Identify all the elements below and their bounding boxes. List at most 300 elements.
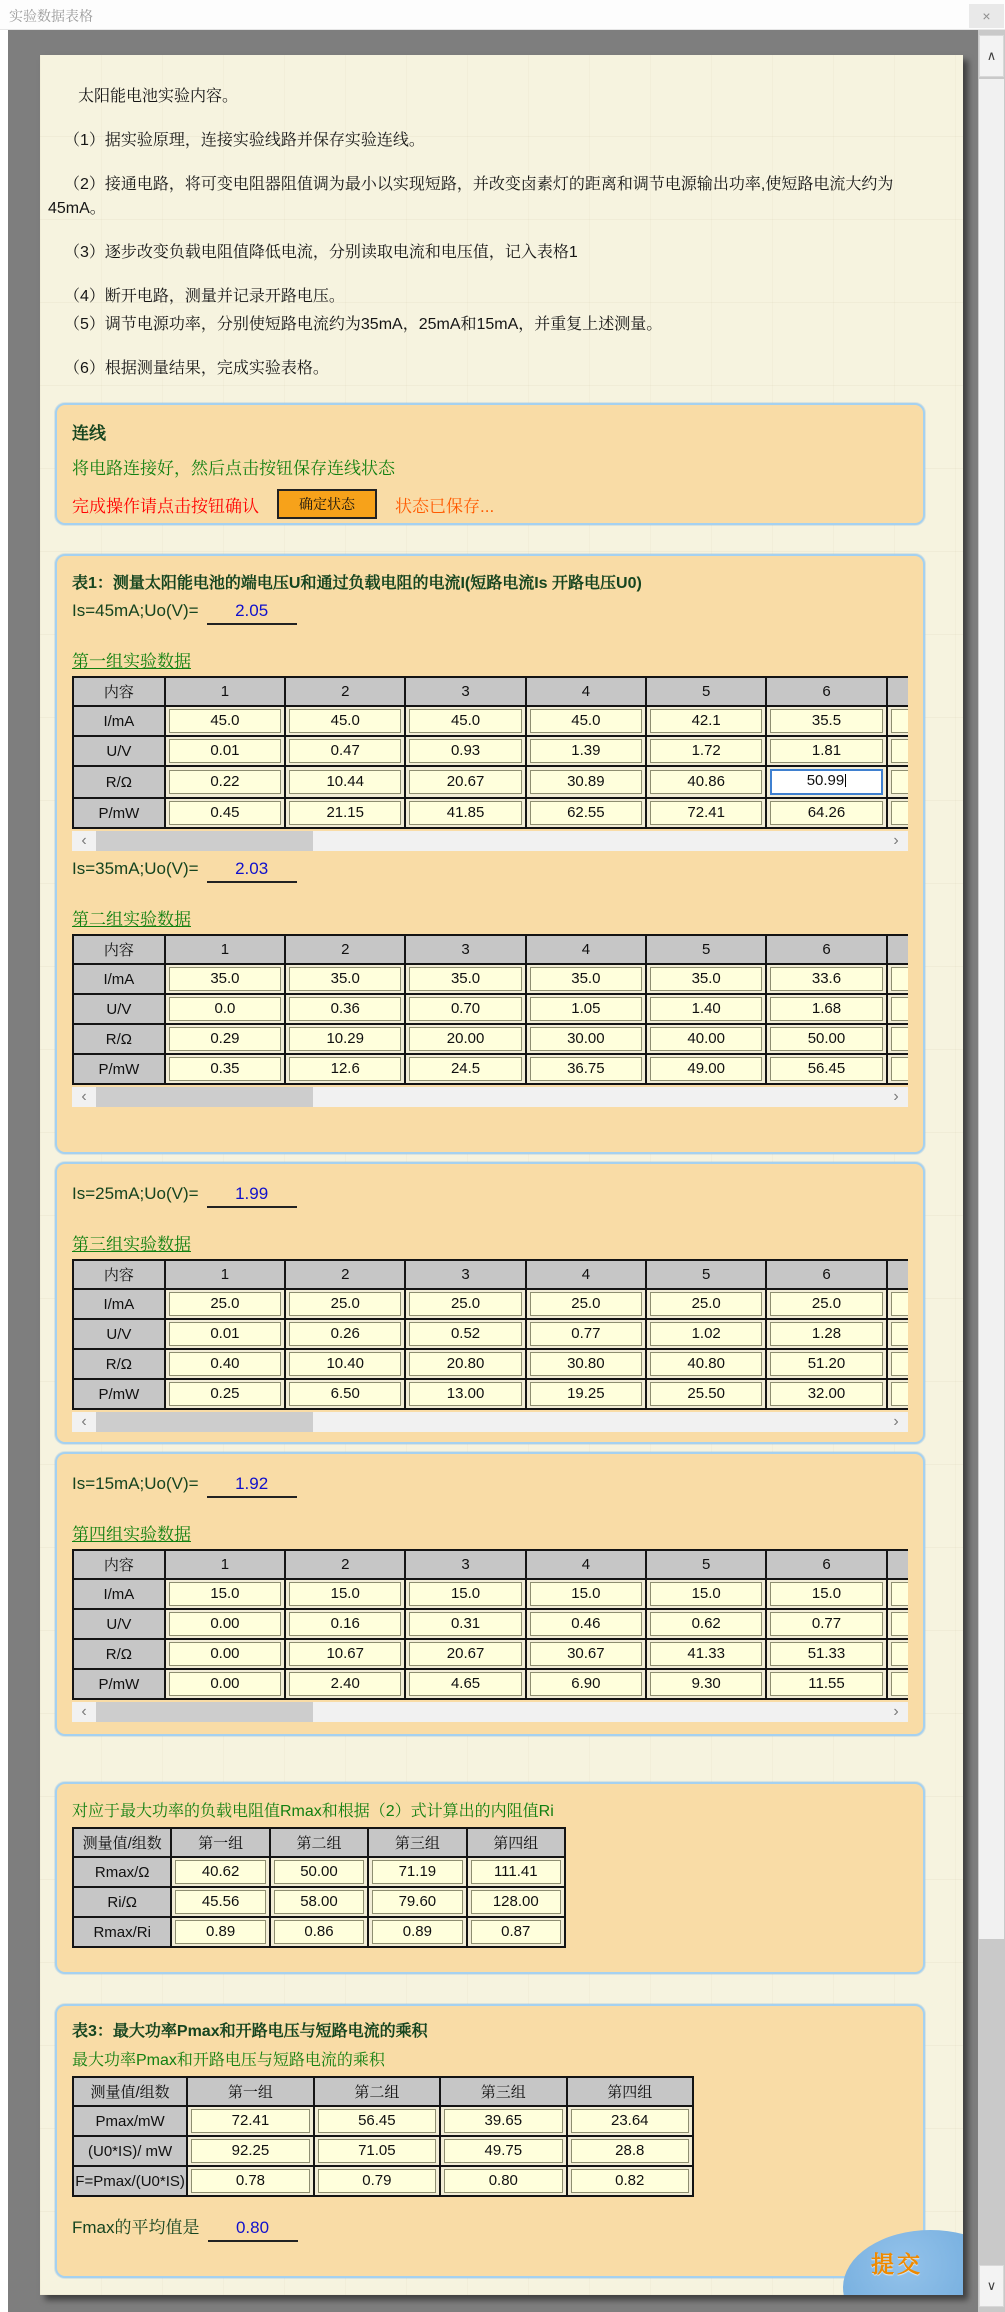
- group2-data-row: [73, 1054, 908, 1084]
- h-scroll-thumb[interactable]: [96, 1087, 313, 1107]
- table3-header-row: [73, 2077, 693, 2106]
- group1-column-header: 5: [646, 677, 766, 706]
- group3-row-label: R/Ω: [73, 1349, 165, 1379]
- group2-column-header: 1: [165, 935, 285, 964]
- group2-cell-input[interactable]: 0.35: [169, 1057, 281, 1081]
- table3-row-label: Pmax/mW: [73, 2106, 187, 2136]
- uo-value-input[interactable]: 1.92: [207, 1474, 297, 1498]
- scroll-left-icon[interactable]: ‹: [81, 1413, 87, 1431]
- group1-cell-input[interactable]: 0.45: [169, 801, 281, 825]
- rmax-header-row: [73, 1828, 565, 1857]
- group4-cell-input[interactable]: 4.65: [409, 1672, 521, 1696]
- group1-cell-input-cut[interactable]: [891, 739, 908, 763]
- group1-cell-input[interactable]: 1.72: [650, 739, 762, 763]
- table3-cell-input[interactable]: 92.25: [191, 2139, 309, 2163]
- group2-cell-input[interactable]: 40.00: [650, 1027, 762, 1051]
- group2-cell-input[interactable]: 33.6: [770, 967, 882, 991]
- group4-row-label: I/mA: [73, 1579, 165, 1609]
- intro-step-3: （3）逐步改变负载电阻值降低电流，分别读取电流和电压值，记入表格1: [64, 244, 578, 262]
- group1-cell-input-cut[interactable]: [891, 770, 908, 794]
- group1-column-header: 1: [165, 677, 285, 706]
- is-uo-label: Is=35mA;Uo(V)=: [72, 859, 199, 879]
- table3-cell-input[interactable]: 23.64: [571, 2109, 689, 2133]
- group2-table: [72, 934, 908, 1085]
- group3-cell-input[interactable]: 19.25: [530, 1382, 642, 1406]
- group2-row-label: I/mA: [73, 964, 165, 994]
- group2-cell-input[interactable]: 0.29: [169, 1027, 281, 1051]
- group2-cell-input[interactable]: 35.0: [530, 967, 642, 991]
- group1-row-label: R/Ω: [73, 766, 165, 798]
- table3-data-row: [73, 2166, 693, 2196]
- group-4-section: [72, 1474, 908, 1722]
- rmax-column-header: 第三组: [368, 1828, 466, 1857]
- table3-table: [72, 2076, 694, 2197]
- text-cursor: [845, 774, 846, 787]
- group3-header-row: [73, 1260, 908, 1289]
- group4-cell-input[interactable]: 0.16: [289, 1612, 401, 1636]
- is-uo-label: Is=15mA;Uo(V)=: [72, 1474, 199, 1494]
- group3-column-header: 6: [766, 1260, 886, 1289]
- window-frame: [8, 30, 978, 2312]
- saved-status-text: 状态已保存...: [395, 496, 495, 516]
- group2-cell-input[interactable]: 20.00: [409, 1027, 521, 1051]
- table3-column-header: 第三组: [440, 2077, 566, 2106]
- table3-cell-input[interactable]: 0.80: [444, 2169, 562, 2193]
- title-bar: [0, 0, 1005, 30]
- scroll-left-icon[interactable]: ‹: [81, 1703, 87, 1721]
- group4-cell-input[interactable]: 41.33: [650, 1642, 762, 1666]
- group3-data-row: [73, 1349, 908, 1379]
- scroll-left-icon[interactable]: ‹: [81, 832, 87, 850]
- group2-cell-input[interactable]: 10.29: [289, 1027, 401, 1051]
- window-vertical-scrollbar[interactable]: [978, 30, 1005, 2312]
- group1-header-row: [73, 677, 908, 706]
- rmax-table: [72, 1827, 566, 1948]
- scroll-down-icon[interactable]: ∨: [979, 2265, 1004, 2307]
- group3-cell-input-cut[interactable]: [891, 1382, 908, 1406]
- rmax-column-header: 第四组: [467, 1828, 565, 1857]
- group1-cell-input[interactable]: 45.0: [530, 709, 642, 733]
- group3-column-header: 4: [526, 1260, 646, 1289]
- group1-cell-input[interactable]: 45.0: [289, 709, 401, 733]
- group1-cell-input[interactable]: 21.15: [289, 801, 401, 825]
- fmax-line: [72, 2213, 908, 2242]
- group2-cell-input[interactable]: 24.5: [409, 1057, 521, 1081]
- rmax-cell-input[interactable]: 0.89: [175, 1920, 265, 1944]
- table3-column-header: 第四组: [567, 2077, 693, 2106]
- group4-cell-input[interactable]: 15.0: [530, 1582, 642, 1606]
- group4-cell-input[interactable]: 9.30: [650, 1672, 762, 1696]
- group3-cell-input[interactable]: 13.00: [409, 1382, 521, 1406]
- group3-cell-input[interactable]: 30.80: [530, 1352, 642, 1376]
- fmax-label: Fmax的平均值是: [72, 2218, 200, 2238]
- group-2-section: [72, 859, 908, 1107]
- group1-row-label: P/mW: [73, 798, 165, 828]
- uo-line: [72, 1184, 908, 1208]
- scroll-right-icon[interactable]: ›: [893, 832, 899, 850]
- group2-cell-input[interactable]: 35.0: [289, 967, 401, 991]
- group2-cell-input-cut[interactable]: [891, 967, 908, 991]
- group1-column-header: 3: [405, 677, 525, 706]
- table3-cell-input[interactable]: 0.78: [191, 2169, 309, 2193]
- group4-cell-input[interactable]: 51.33: [770, 1642, 882, 1666]
- h-scroll-thumb[interactable]: [96, 1412, 313, 1432]
- group1-cell-input[interactable]: 45.0: [169, 709, 281, 733]
- group1-column-header: 内容: [73, 677, 165, 706]
- group4-cell-input[interactable]: 0.62: [650, 1612, 762, 1636]
- rmax-cell-input[interactable]: 0.86: [274, 1920, 364, 1944]
- group-4-panel: [55, 1452, 925, 1736]
- group3-column-header: 内容: [73, 1260, 165, 1289]
- close-icon[interactable]: ×: [969, 4, 1004, 28]
- table3-table-wrap: [72, 2076, 908, 2197]
- group-data-title: 第二组实验数据: [72, 910, 191, 930]
- table3-cell-input[interactable]: 39.65: [444, 2109, 562, 2133]
- rmax-column-header: 测量值/组数: [73, 1828, 171, 1857]
- rmax-cell-input[interactable]: 128.00: [471, 1890, 561, 1914]
- table3-cell-input[interactable]: 0.82: [571, 2169, 689, 2193]
- group4-cell-input[interactable]: 15.0: [169, 1582, 281, 1606]
- scroll-up-icon[interactable]: ∧: [979, 35, 1004, 77]
- group1-column-header-cut: [887, 677, 908, 706]
- group3-cell-input[interactable]: 25.0: [289, 1292, 401, 1316]
- rmax-cell-input[interactable]: 0.89: [372, 1920, 462, 1944]
- group4-cell-input[interactable]: 11.55: [770, 1672, 882, 1696]
- group4-column-header: 内容: [73, 1550, 165, 1579]
- table3-panel: [55, 2004, 925, 2278]
- group2-column-header: 6: [766, 935, 886, 964]
- group4-table: [72, 1549, 908, 1700]
- group4-cell-input[interactable]: 2.40: [289, 1672, 401, 1696]
- group2-column-header: 3: [405, 935, 525, 964]
- group2-cell-input-cut[interactable]: [891, 1057, 908, 1081]
- group2-cell-input[interactable]: 30.00: [530, 1027, 642, 1051]
- group4-data-row: [73, 1639, 908, 1669]
- rmax-row-label: Ri/Ω: [73, 1887, 171, 1917]
- group3-column-header: 3: [405, 1260, 525, 1289]
- rmax-panel: [55, 1782, 925, 1974]
- group-3-section: [72, 1184, 908, 1432]
- is-uo-label: Is=25mA;Uo(V)=: [72, 1184, 199, 1204]
- scroll-right-icon[interactable]: ›: [893, 1703, 899, 1721]
- group1-cell-input[interactable]: 40.86: [650, 770, 762, 794]
- group4-cell-input[interactable]: 15.0: [770, 1582, 882, 1606]
- rmax-cell-input[interactable]: 0.87: [471, 1920, 561, 1944]
- uo-line: [72, 1474, 908, 1498]
- group3-row-label: U/V: [73, 1319, 165, 1349]
- group3-cell-input[interactable]: 0.26: [289, 1322, 401, 1346]
- intro-step-6: （6）根据测量结果，完成实验表格。: [64, 359, 329, 377]
- rmax-cell-input[interactable]: 40.62: [175, 1860, 265, 1884]
- group4-data-row: [73, 1669, 908, 1699]
- rmax-data-row: [73, 1887, 565, 1917]
- group4-column-header: 4: [526, 1550, 646, 1579]
- table-h-scrollbar[interactable]: [72, 831, 908, 851]
- group2-cell-input[interactable]: 1.05: [530, 997, 642, 1021]
- group3-cell-input-cut[interactable]: [891, 1352, 908, 1376]
- group2-data-row: [73, 994, 908, 1024]
- group3-cell-input[interactable]: 10.40: [289, 1352, 401, 1376]
- uo-line: [72, 601, 908, 625]
- group4-cell-input[interactable]: 15.0: [409, 1582, 521, 1606]
- group1-cell-input[interactable]: 10.44: [289, 770, 401, 794]
- group2-row-label: U/V: [73, 994, 165, 1024]
- table3-data-row: [73, 2136, 693, 2166]
- group4-row-label: P/mW: [73, 1669, 165, 1699]
- group2-row-label: P/mW: [73, 1054, 165, 1084]
- group2-cell-input[interactable]: 50.00: [770, 1027, 882, 1051]
- group4-cell-input-cut[interactable]: [891, 1582, 908, 1606]
- group2-column-header: 4: [526, 935, 646, 964]
- rmax-cell-input[interactable]: 79.60: [372, 1890, 462, 1914]
- group1-data-row: [73, 706, 908, 736]
- table3-row-label: F=Pmax/(U0*IS): [73, 2166, 187, 2196]
- rmax-cell-input[interactable]: 111.41: [471, 1860, 561, 1884]
- group1-cell-input[interactable]: 50.99: [770, 769, 882, 795]
- group4-column-header: 2: [285, 1550, 405, 1579]
- group3-cell-input[interactable]: 1.02: [650, 1322, 762, 1346]
- table-h-scrollbar[interactable]: [72, 1702, 908, 1722]
- group4-data-row: [73, 1609, 908, 1639]
- scroll-left-icon[interactable]: ‹: [81, 1088, 87, 1106]
- table3-cell-input[interactable]: 71.05: [318, 2139, 436, 2163]
- group1-cell-input[interactable]: 1.81: [770, 739, 882, 763]
- group2-cell-input[interactable]: 0.36: [289, 997, 401, 1021]
- group-1-section: [72, 601, 908, 851]
- group4-cell-input-cut[interactable]: [891, 1612, 908, 1636]
- group1-cell-input-cut[interactable]: [891, 709, 908, 733]
- intro-line: 太阳能电池实验内容。: [78, 88, 239, 105]
- group2-cell-input[interactable]: 35.0: [409, 967, 521, 991]
- group1-data-row: [73, 766, 908, 798]
- group3-cell-input[interactable]: 0.01: [169, 1322, 281, 1346]
- group2-cell-input[interactable]: 36.75: [530, 1057, 642, 1081]
- group3-cell-input[interactable]: 25.0: [169, 1292, 281, 1316]
- group2-cell-input[interactable]: 1.40: [650, 997, 762, 1021]
- fmax-value-input[interactable]: 0.80: [208, 2218, 298, 2242]
- group3-cell-input[interactable]: 51.20: [770, 1352, 882, 1376]
- group2-cell-input[interactable]: 49.00: [650, 1057, 762, 1081]
- table3-column-header: 第一组: [187, 2077, 313, 2106]
- group4-cell-input[interactable]: 0.46: [530, 1612, 642, 1636]
- group3-table-wrap: [72, 1259, 908, 1410]
- group3-table: [72, 1259, 908, 1410]
- group4-cell-input[interactable]: 0.00: [169, 1672, 281, 1696]
- table3-cell-input[interactable]: 72.41: [191, 2109, 309, 2133]
- connection-panel-title: 连线: [72, 424, 106, 444]
- h-scroll-thumb[interactable]: [96, 831, 313, 851]
- intro-step-4: （4）断开电路，测量并记录开路电压。: [64, 287, 345, 305]
- group4-cell-input[interactable]: 10.67: [289, 1642, 401, 1666]
- table3-title: 表3：最大功率Pmax和开路电压与短路电流的乘积: [72, 2023, 428, 2041]
- confirm-prompt: 完成操作请点击按钮确认: [72, 496, 259, 516]
- group-3-panel: [55, 1162, 925, 1444]
- table3-row-label: (U0*IS)/ mW: [73, 2136, 187, 2166]
- group3-row-label: I/mA: [73, 1289, 165, 1319]
- group2-cell-input[interactable]: 0.70: [409, 997, 521, 1021]
- scroll-right-icon[interactable]: ›: [893, 1088, 899, 1106]
- rmax-cell-input[interactable]: 50.00: [274, 1860, 364, 1884]
- group3-cell-input-cut[interactable]: [891, 1292, 908, 1316]
- h-scroll-thumb[interactable]: [96, 1702, 313, 1722]
- group1-cell-input[interactable]: 41.85: [409, 801, 521, 825]
- group4-data-row: [73, 1579, 908, 1609]
- group4-cell-input-cut[interactable]: [891, 1642, 908, 1666]
- group1-cell-input[interactable]: 72.41: [650, 801, 762, 825]
- table3-data-row: [73, 2106, 693, 2136]
- group3-cell-input[interactable]: 1.28: [770, 1322, 882, 1346]
- group2-column-header: 2: [285, 935, 405, 964]
- group1-data-row: [73, 798, 908, 828]
- group1-column-header: 4: [526, 677, 646, 706]
- rmax-table-wrap: [72, 1827, 908, 1948]
- group1-cell-input[interactable]: 64.26: [770, 801, 882, 825]
- group4-cell-input[interactable]: 30.67: [530, 1642, 642, 1666]
- group4-cell-input-cut[interactable]: [891, 1672, 908, 1696]
- group1-cell-input[interactable]: 1.39: [530, 739, 642, 763]
- table3-cell-input[interactable]: 56.45: [318, 2109, 436, 2133]
- vertical-scroll-thumb[interactable]: [979, 79, 1004, 1939]
- group3-column-header-cut: [887, 1260, 908, 1289]
- group3-column-header: 1: [165, 1260, 285, 1289]
- group4-column-header: 3: [405, 1550, 525, 1579]
- group1-table: [72, 676, 908, 829]
- group3-data-row: [73, 1319, 908, 1349]
- group2-cell-input[interactable]: 0.0: [169, 997, 281, 1021]
- group2-row-label: R/Ω: [73, 1024, 165, 1054]
- group3-column-header: 5: [646, 1260, 766, 1289]
- group3-cell-input[interactable]: 32.00: [770, 1382, 882, 1406]
- intro-step-5: （5）调节电源功率，分别使短路电流约为35mA，25mA和15mA，并重复上述测量。: [64, 315, 663, 333]
- table3-column-header: 测量值/组数: [73, 2077, 187, 2106]
- rmax-column-header: 第二组: [270, 1828, 368, 1857]
- group1-cell-input[interactable]: 42.1: [650, 709, 762, 733]
- group3-cell-input[interactable]: 25.0: [770, 1292, 882, 1316]
- group2-column-header: 5: [646, 935, 766, 964]
- rmax-data-row: [73, 1917, 565, 1947]
- group2-header-row: [73, 935, 908, 964]
- confirm-state-button[interactable]: 确定状态: [277, 489, 377, 519]
- group-data-title: 第三组实验数据: [72, 1235, 191, 1255]
- group3-cell-input[interactable]: 0.77: [530, 1322, 642, 1346]
- table3-cell-input[interactable]: 28.8: [571, 2139, 689, 2163]
- group1-cell-input[interactable]: 0.22: [169, 770, 281, 794]
- group3-cell-input[interactable]: 25.0: [409, 1292, 521, 1316]
- table1-title: 表1：测量太阳能电池的端电压U和通过负载电阻的电流I(短路电流Is 开路电压U0): [72, 575, 642, 593]
- intro-step-1: （1）据实验原理，连接实验线路并保存实验连线。: [64, 131, 425, 149]
- group1-data-row: [73, 736, 908, 766]
- experiment-instructions: [40, 55, 963, 381]
- group2-data-row: [73, 1024, 908, 1054]
- group3-cell-input[interactable]: 25.50: [650, 1382, 762, 1406]
- table3-host: [72, 2076, 908, 2197]
- group4-row-label: R/Ω: [73, 1639, 165, 1669]
- connection-instruction: 将电路连接好，然后点击按钮保存连线状态: [72, 459, 395, 479]
- table3-column-header: 第二组: [314, 2077, 440, 2106]
- group4-cell-input[interactable]: 15.0: [650, 1582, 762, 1606]
- group4-column-header: 5: [646, 1550, 766, 1579]
- group4-column-header-cut: [887, 1550, 908, 1579]
- submit-badge-label: 提交: [871, 2251, 923, 2277]
- group2-cell-input[interactable]: 35.0: [650, 967, 762, 991]
- window-title: 实验数据表格: [9, 8, 93, 24]
- group1-cell-input[interactable]: 0.01: [169, 739, 281, 763]
- table3-cell-input[interactable]: 0.79: [318, 2169, 436, 2193]
- rmax-data-row: [73, 1857, 565, 1887]
- table-h-scrollbar[interactable]: [72, 1412, 908, 1432]
- group3-cell-input[interactable]: 0.40: [169, 1352, 281, 1376]
- group4-table-wrap: [72, 1549, 908, 1700]
- group4-cell-input[interactable]: 15.0: [289, 1582, 401, 1606]
- rmax-panel-title: 对应于最大功率的负载电阻值Rmax和根据（2）式计算出的内阻值Ri: [72, 1803, 554, 1821]
- group3-cell-input-cut[interactable]: [891, 1322, 908, 1346]
- group1-cell-input[interactable]: 0.47: [289, 739, 401, 763]
- group1-column-header: 6: [766, 677, 886, 706]
- group2-cell-input[interactable]: 12.6: [289, 1057, 401, 1081]
- rmax-table-host: [72, 1827, 908, 1948]
- group3-column-header: 2: [285, 1260, 405, 1289]
- group2-data-row: [73, 964, 908, 994]
- group3-cell-input[interactable]: 20.80: [409, 1352, 521, 1376]
- group3-cell-input[interactable]: 40.80: [650, 1352, 762, 1376]
- group4-cell-input[interactable]: 6.90: [530, 1672, 642, 1696]
- rmax-row-label: Rmax/Ω: [73, 1857, 171, 1887]
- group1-table-wrap: [72, 676, 908, 829]
- group2-table-wrap: [72, 934, 908, 1085]
- group1-cell-input-cut[interactable]: [891, 801, 908, 825]
- group3-cell-input[interactable]: 0.52: [409, 1322, 521, 1346]
- rmax-cell-input[interactable]: 58.00: [274, 1890, 364, 1914]
- group2-cell-input[interactable]: 56.45: [770, 1057, 882, 1081]
- group3-cell-input[interactable]: 0.25: [169, 1382, 281, 1406]
- rmax-row-label: Rmax/Ri: [73, 1917, 171, 1947]
- table-h-scrollbar[interactable]: [72, 1087, 908, 1107]
- uo-line: [72, 859, 908, 883]
- group4-cell-input[interactable]: 0.00: [169, 1612, 281, 1636]
- group3-cell-input[interactable]: 25.0: [650, 1292, 762, 1316]
- intro-step-2: （2）接通电路，将可变电阻器阻值调为最小以实现短路，并改变卤素灯的距离和调节电源输出功率,使短路电流大约为45mA。: [48, 175, 894, 218]
- group2-cell-input[interactable]: 1.68: [770, 997, 882, 1021]
- group1-cell-input[interactable]: 30.89: [530, 770, 642, 794]
- group1-cell-input[interactable]: 0.93: [409, 739, 521, 763]
- group2-cell-input-cut[interactable]: [891, 997, 908, 1021]
- uo-value-input[interactable]: 1.99: [207, 1184, 297, 1208]
- group3-row-label: P/mW: [73, 1379, 165, 1409]
- group4-cell-input[interactable]: 20.67: [409, 1642, 521, 1666]
- group4-cell-input[interactable]: 0.00: [169, 1642, 281, 1666]
- group3-cell-input[interactable]: 25.0: [530, 1292, 642, 1316]
- rmax-cell-input[interactable]: 45.56: [175, 1890, 265, 1914]
- group2-cell-input-cut[interactable]: [891, 1027, 908, 1051]
- group4-column-header: 1: [165, 1550, 285, 1579]
- group3-cell-input[interactable]: 6.50: [289, 1382, 401, 1406]
- is-uo-label: Is=45mA;Uo(V)=: [72, 601, 199, 621]
- group4-header-row: [73, 1550, 908, 1579]
- group4-cell-input[interactable]: 0.31: [409, 1612, 521, 1636]
- group1-cell-input[interactable]: 62.55: [530, 801, 642, 825]
- group1-row-label: I/mA: [73, 706, 165, 736]
- table3-cell-input[interactable]: 49.75: [444, 2139, 562, 2163]
- uo-value-input[interactable]: 2.03: [207, 859, 297, 883]
- group1-cell-input[interactable]: 35.5: [770, 709, 882, 733]
- group1-cell-input[interactable]: 45.0: [409, 709, 521, 733]
- uo-value-input[interactable]: 2.05: [207, 601, 297, 625]
- scroll-right-icon[interactable]: ›: [893, 1413, 899, 1431]
- group1-cell-input[interactable]: 20.67: [409, 770, 521, 794]
- group4-cell-input[interactable]: 0.77: [770, 1612, 882, 1636]
- group2-cell-input[interactable]: 35.0: [169, 967, 281, 991]
- rmax-cell-input[interactable]: 71.19: [372, 1860, 462, 1884]
